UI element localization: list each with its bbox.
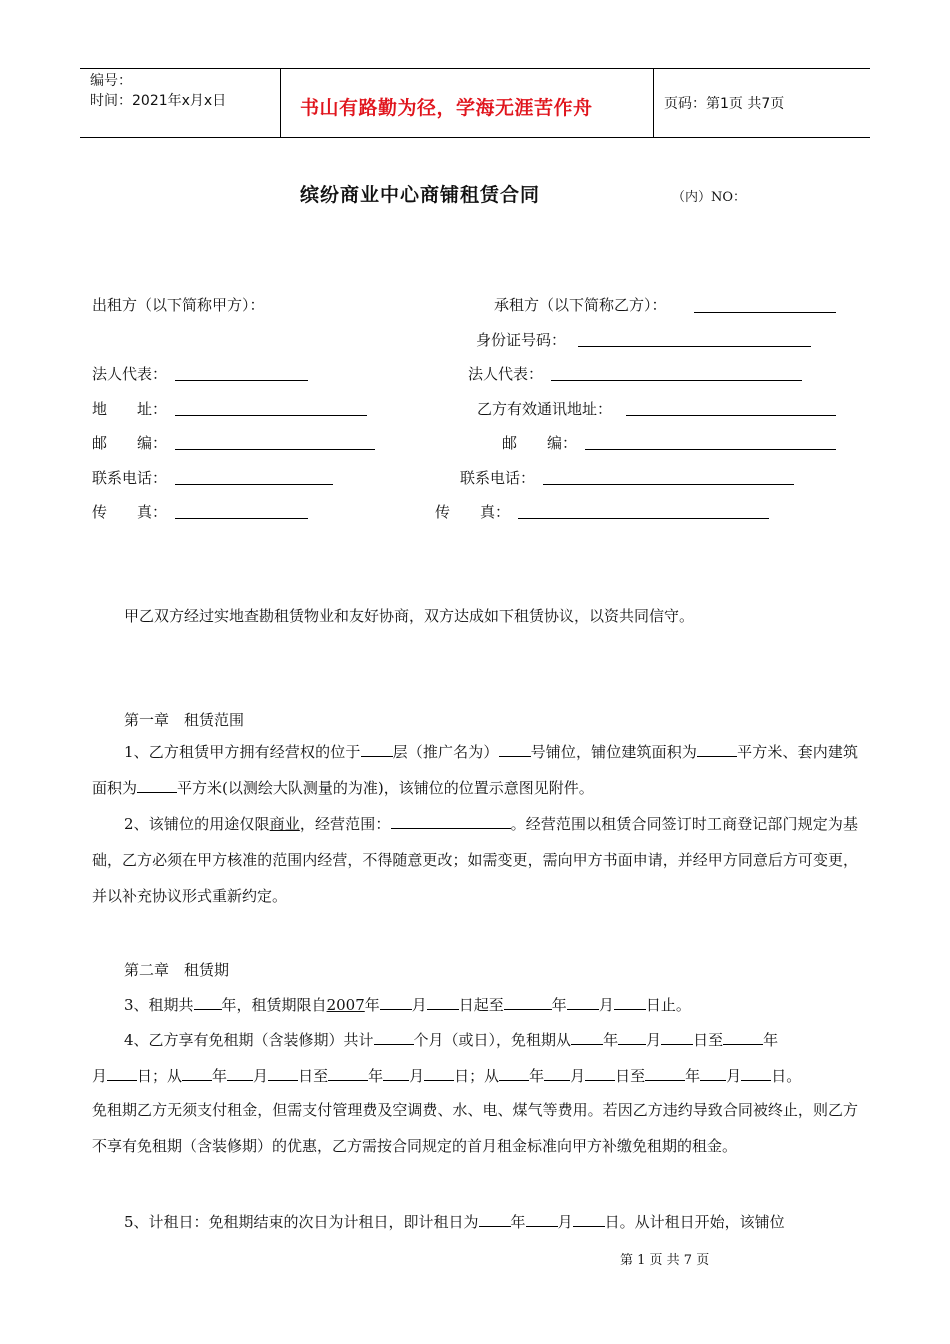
postcode-b-blank[interactable] [585, 435, 836, 450]
contract-title: 缤纷商业中心商铺租赁合同 [300, 184, 541, 206]
date-label: 时间：2021年x月x日 [90, 93, 227, 109]
lessee-label: 承租方（以下简称乙方）： [494, 296, 667, 314]
id-number-blank[interactable] [578, 332, 811, 347]
fax-b-blank[interactable] [518, 504, 769, 519]
page-footer: 第 1 页 共 7 页 [620, 1253, 710, 1268]
id-number-label: 身份证号码： [476, 331, 567, 349]
serial-label: 编号： [90, 73, 132, 89]
phone-a-blank[interactable] [175, 470, 333, 485]
address-a-blank[interactable] [175, 401, 367, 416]
chapter2-heading: 第二章 租赁期 [124, 961, 230, 979]
legal-rep-a-blank[interactable] [175, 366, 308, 381]
lessee-blank[interactable] [694, 298, 836, 313]
postcode-a-label: 邮 编： [92, 434, 168, 452]
clause-5: 5、计租日：免租期结束的次日为计租日，即计租日为 年 月 日。从计租日开始，该铺位 [124, 1213, 785, 1231]
page-label: 页码：第1页 共7页 [664, 96, 785, 112]
motto: 书山有路勤为径，学海无涯苦作舟 [300, 97, 593, 119]
fax-b-label: 传 真： [435, 503, 511, 521]
phone-a-label: 联系电话： [92, 469, 168, 487]
fax-a-label: 传 真： [92, 503, 168, 521]
clause-4-line1: 4、乙方享有免租期（含装修期）共计 个月（或日），免租期从 年 月 日至 年 [124, 1031, 779, 1049]
clause-4-body: 免租期乙方无须支付租金，但需支付管理费及空调费、水、电、煤气等费用。若因乙方违约导致合同被终止，则乙方不享有免租期（含装修期）的优惠，乙方需按合同规定的首月租金标准向甲方补缴免租期的租金。 [92, 1101, 858, 1155]
clause-4-line2: 月 日；从 年 月 日至 年 月 日；从 年 月 日至 年 月 日。 [92, 1067, 802, 1085]
header-divider [280, 69, 281, 137]
phone-b-blank[interactable] [543, 470, 794, 485]
fax-a-blank[interactable] [175, 504, 308, 519]
legal-rep-b-blank[interactable] [551, 366, 802, 381]
legal-rep-a-label: 法人代表： [92, 365, 168, 383]
postcode-b-label: 邮 编： [502, 434, 578, 452]
contract-number-label: （内）NO： [672, 190, 747, 205]
address-b-blank[interactable] [626, 401, 836, 416]
header-table [80, 68, 870, 138]
lessor-label: 出租方（以下简称甲方）： [92, 296, 265, 314]
address-b-label: 乙方有效通讯地址： [477, 400, 613, 418]
postcode-a-blank[interactable] [175, 435, 375, 450]
legal-rep-b-label: 法人代表： [468, 365, 544, 383]
address-a-label: 地 址： [92, 400, 168, 418]
header-divider [653, 69, 654, 137]
clause-2: 2、该铺位的用途仅限商业，经营范围： 。经营范围以租赁合同签订时工商登记部门规定为基础，乙方必须在甲方核准的范围内经营，不得随意更改；如需变更，需向甲方书面申请，并经甲方同意后方可变更，并以补充协议形式重新约定。 [92, 815, 858, 905]
chapter1-heading: 第一章 租赁范围 [124, 711, 245, 729]
phone-b-label: 联系电话： [460, 469, 536, 487]
clause-3: 3、租期共 年，租赁期限自2007年 月 日起至 年 月 日止。 [124, 996, 691, 1014]
clause-1: 1、乙方租赁甲方拥有经营权的位于 层（推广名为） 号铺位，铺位建筑面积为 平方米、套内建筑面积为 平方米(以测绘大队测量的为准)，该铺位的位置示意图见附件。 [92, 743, 858, 797]
intro-paragraph: 甲乙双方经过实地查勘租赁物业和友好协商，双方达成如下租赁协议，以资共同信守。 [124, 607, 695, 625]
